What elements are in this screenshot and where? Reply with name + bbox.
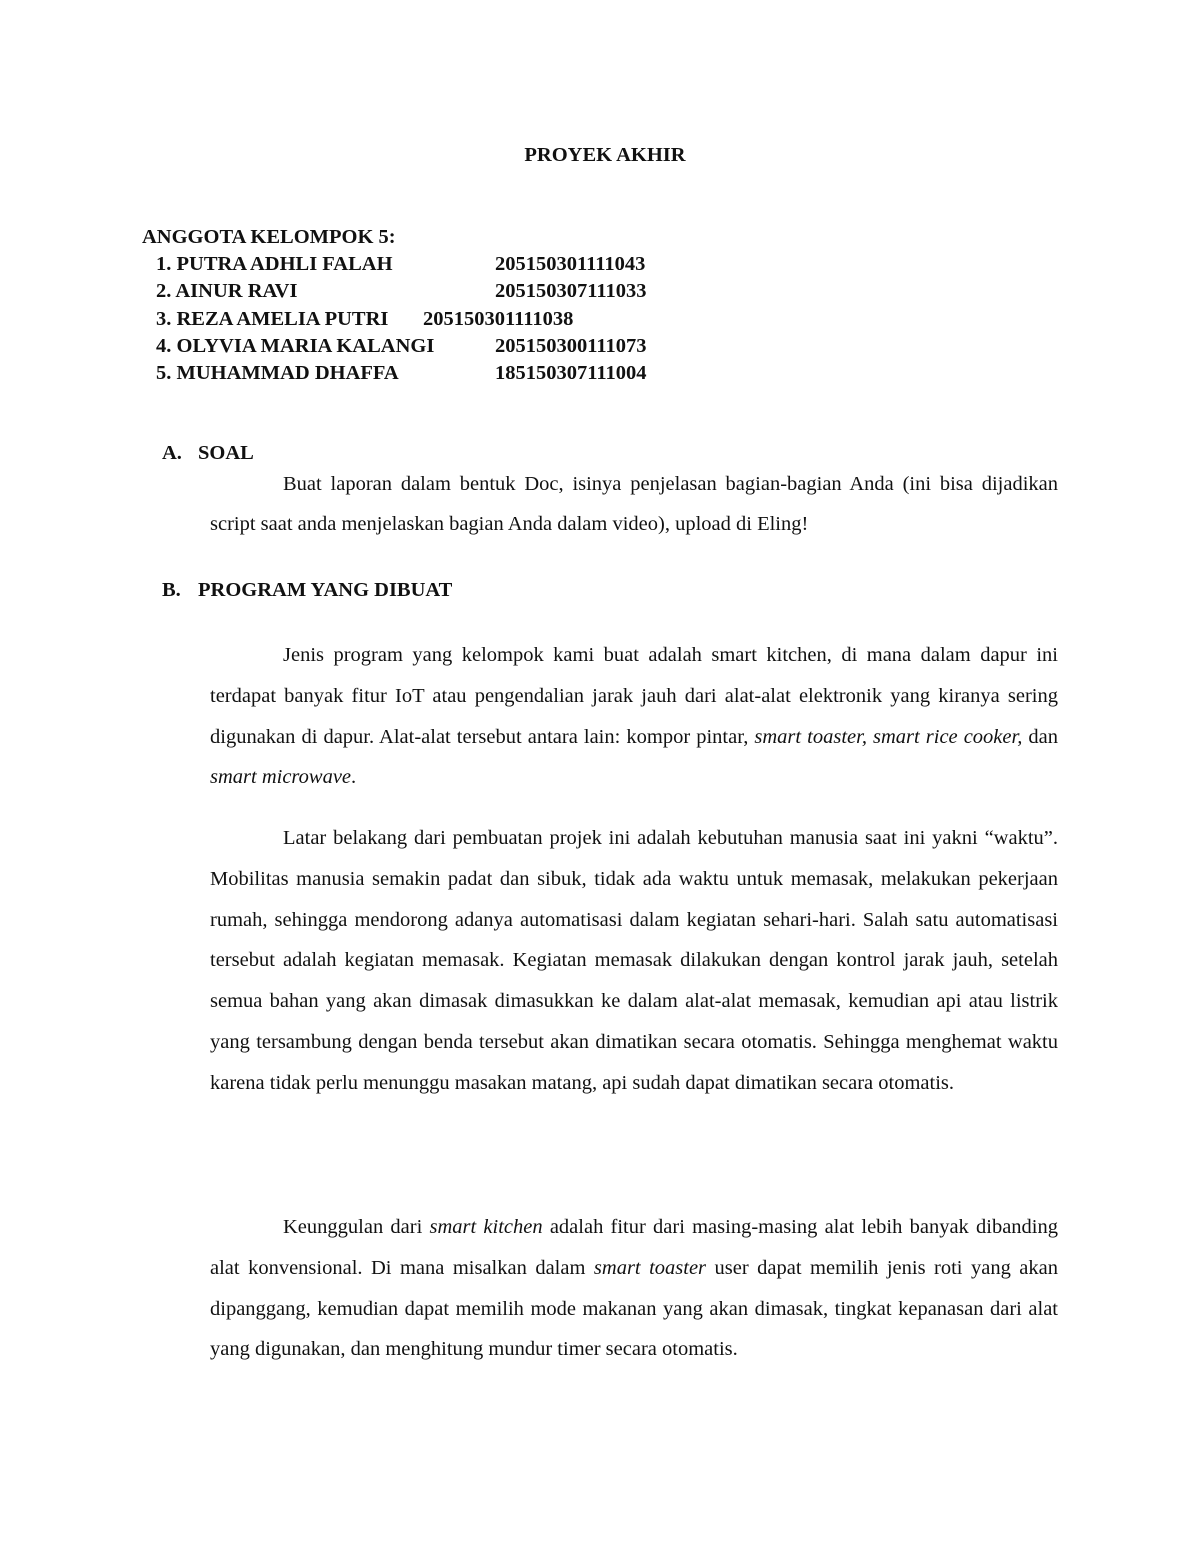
section-b-letter: B. (162, 579, 181, 601)
member-name: 3. REZA AMELIA PUTRI (156, 308, 389, 330)
italic-term: smart kitchen (429, 1216, 543, 1238)
member-nim: 205150301111043 (495, 253, 646, 275)
paragraph-text: dan (1022, 725, 1058, 748)
member-name: 4. OLYVIA MARIA KALANGI (156, 335, 435, 357)
paragraph-text: Jenis program yang kelompok kami buat adalah smart kitchen, di mana dalam dapur ini terdapat banyak fitur IoT atau pengendalian jarak jauh dari alat-alat elektronik yang kiranya sering digunakan di dapur. Alat-alat tersebut antara lain: kompor pintar, (210, 644, 1058, 748)
group-heading: ANGGOTA KELOMPOK 5: (142, 226, 396, 248)
italic-term: smart microwave (210, 766, 352, 789)
paragraph-text: . (351, 766, 357, 789)
paragraph-text: user dapat memilih jenis roti yang akan dipanggang, kemudian dapat memilih mode makanan yang akan dimasak, tingkat kepanasan dari alat yang digunakan, dan menghitung mundur timer secara otomatis. (210, 1256, 1059, 1361)
member-name: 5. MUHAMMAD DHAFFA (156, 362, 399, 384)
page-title: PROYEK AKHIR (524, 144, 686, 166)
member-nim: 205150300111073 (495, 335, 647, 357)
member-nim: 185150307111004 (495, 362, 647, 384)
paragraph-text: adalah fitur dari masing-masing alat lebih banyak dibanding alat konvensional. Di mana misalkan dalam (210, 1216, 1058, 1279)
section-a-text: Buat laporan dalam bentuk Doc, isinya penjelasan bagian-bagian Anda (ini bisa dijadikan script saat anda menjelaskan bagian Anda dalam video), upload di Eling! (210, 473, 1058, 535)
paragraph-text: Keunggulan dari (283, 1216, 430, 1238)
section-b-title: PROGRAM YANG DIBUAT (198, 579, 453, 601)
section-a-title: SOAL (198, 442, 254, 464)
member-name: 1. PUTRA ADHLI FALAH (156, 253, 393, 275)
member-name: 2. AINUR RAVI (156, 280, 298, 302)
italic-term: smart toaster, smart rice cooker, (754, 725, 1023, 748)
section-b-paragraph-3 (210, 1207, 1058, 1370)
section-b-paragraph-1 (210, 635, 1058, 798)
section-b-paragraph-2: Latar belakang dari pembuatan projek ini adalah kebutuhan manusia saat ini yakni “waktu”. Mobilitas manusia semakin padat dan sibuk, tidak ada waktu untuk memasak, melakukan pekerjaan rumah, sehingga mendorong adanya automatisasi dalam kegiatan sehari-hari. Salah satu automatisasi tersebut adalah kegiatan memasak. Kegiatan memasak dilakukan dengan kontrol jarak jauh, setelah semua bahan yang akan dimasak dimasukkan ke dalam alat-alat memasak, kemudian api atau listrik yang tersambung dengan benda tersebut akan dimatikan secara otomatis. Sehingga menghemat waktu karena tidak perlu menunggu masakan matang, api sudah dapat dimatikan secara otomatis. (210, 827, 1058, 1094)
member-nim: 205150301111038 (423, 308, 574, 330)
italic-term: smart toaster (593, 1256, 707, 1279)
member-nim: 205150307111033 (495, 280, 647, 302)
section-a-letter: A. (162, 442, 182, 464)
